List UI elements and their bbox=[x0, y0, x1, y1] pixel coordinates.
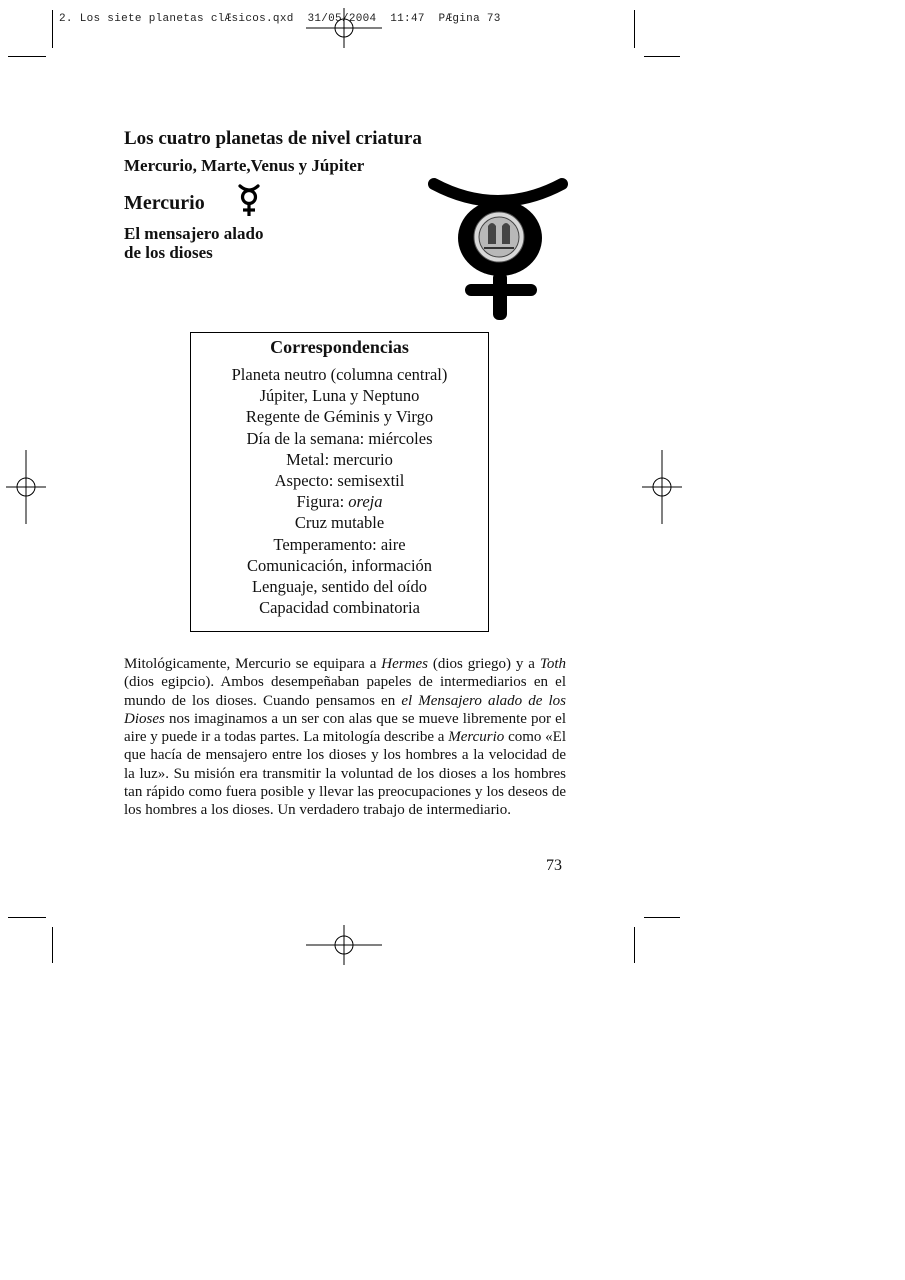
correspondence-item-figura bbox=[191, 491, 488, 512]
planet-subtitle-line: de los dioses bbox=[124, 243, 213, 262]
correspondence-item: Capacidad combinatoria bbox=[259, 598, 420, 618]
body-text bbox=[124, 655, 566, 820]
chapter-subheading: Mercurio, Marte,Venus y Júpiter bbox=[124, 156, 365, 175]
body-text-run: nos imaginamos a un ser con alas que se mueve libremente por el aire y puede ir a todas partes. La mitología describe a bbox=[124, 710, 566, 746]
body-italic-run: el Mensajero alado de los Dioses bbox=[124, 692, 566, 727]
correspondence-item: Cruz mutable bbox=[294, 513, 385, 533]
body-italic-run: Toth bbox=[539, 656, 566, 672]
chapter-heading: Los cuatro planetas de nivel criatura bbox=[124, 128, 422, 149]
page-number: 73 bbox=[546, 857, 562, 874]
correspondences-box bbox=[190, 332, 489, 632]
correspondence-item: Metal: mercurio bbox=[286, 449, 393, 469]
correspondence-item: Planeta neutro (columna central) bbox=[231, 365, 448, 384]
body-paragraph bbox=[124, 655, 566, 820]
correspondence-item: Júpiter, Luna y Neptuno bbox=[259, 386, 420, 406]
body-italic-run: Mercurio bbox=[448, 729, 505, 746]
body-text-run: como «El que hacía de mensajero entre los dioses y los hombres a la velocidad de la luz». Su misión era transmitir la voluntad de los dioses a los hombres tan rápido como fuera posible y llevar las preocupaciones y los deseos de los hombres a los dioses. Un verdadero trabajo de intermediario. bbox=[124, 729, 566, 819]
correspondence-item: Aspecto: semisextil bbox=[274, 471, 405, 491]
crop-mark bbox=[52, 10, 53, 48]
crop-mark bbox=[52, 927, 53, 963]
planet-name: Mercurio bbox=[124, 192, 205, 214]
crop-mark bbox=[644, 56, 680, 57]
registration-mark-icon bbox=[306, 925, 382, 965]
mercury-emblem-icon bbox=[428, 176, 570, 324]
correspondence-item: Comunicación, información bbox=[246, 555, 433, 575]
correspondence-item: Regente de Géminis y Virgo bbox=[245, 407, 434, 427]
crop-mark bbox=[8, 56, 46, 57]
correspondence-item: Día de la semana: miércoles bbox=[246, 428, 433, 448]
mercury-symbol-icon bbox=[232, 183, 268, 219]
file-slug-line: 2. Los siete planetas clÆsicos.qxd 31/05/2004 11:47 PÆgina 73 bbox=[59, 13, 501, 25]
body-italic-run: Hermes bbox=[381, 656, 428, 672]
planet-subtitle bbox=[124, 224, 324, 262]
correspondence-item: Temperamento: aire bbox=[273, 534, 406, 554]
figura-label: Figura: bbox=[296, 492, 349, 512]
correspondence-item: Lenguaje, sentido del oído bbox=[251, 577, 428, 597]
figura-value: oreja bbox=[348, 492, 383, 512]
registration-mark-icon bbox=[642, 450, 682, 524]
registration-mark-icon bbox=[6, 450, 46, 524]
body-text-run: Mitológicamente, Mercurio se equipara a bbox=[124, 656, 382, 672]
crop-mark bbox=[634, 10, 635, 48]
correspondences-title: Correspondencias bbox=[270, 337, 409, 357]
planet-subtitle-line: El mensajero alado bbox=[124, 224, 264, 243]
body-text-run: (dios griego) y a bbox=[427, 656, 540, 672]
registration-mark-icon bbox=[306, 8, 382, 48]
crop-mark bbox=[644, 917, 680, 918]
crop-mark bbox=[634, 927, 635, 963]
crop-mark bbox=[8, 917, 46, 918]
body-text-run: (dios egipcio). Ambos desempeñaban papeles de intermediarios en el mundo de los dioses. Cuando pensamos en bbox=[124, 674, 566, 709]
